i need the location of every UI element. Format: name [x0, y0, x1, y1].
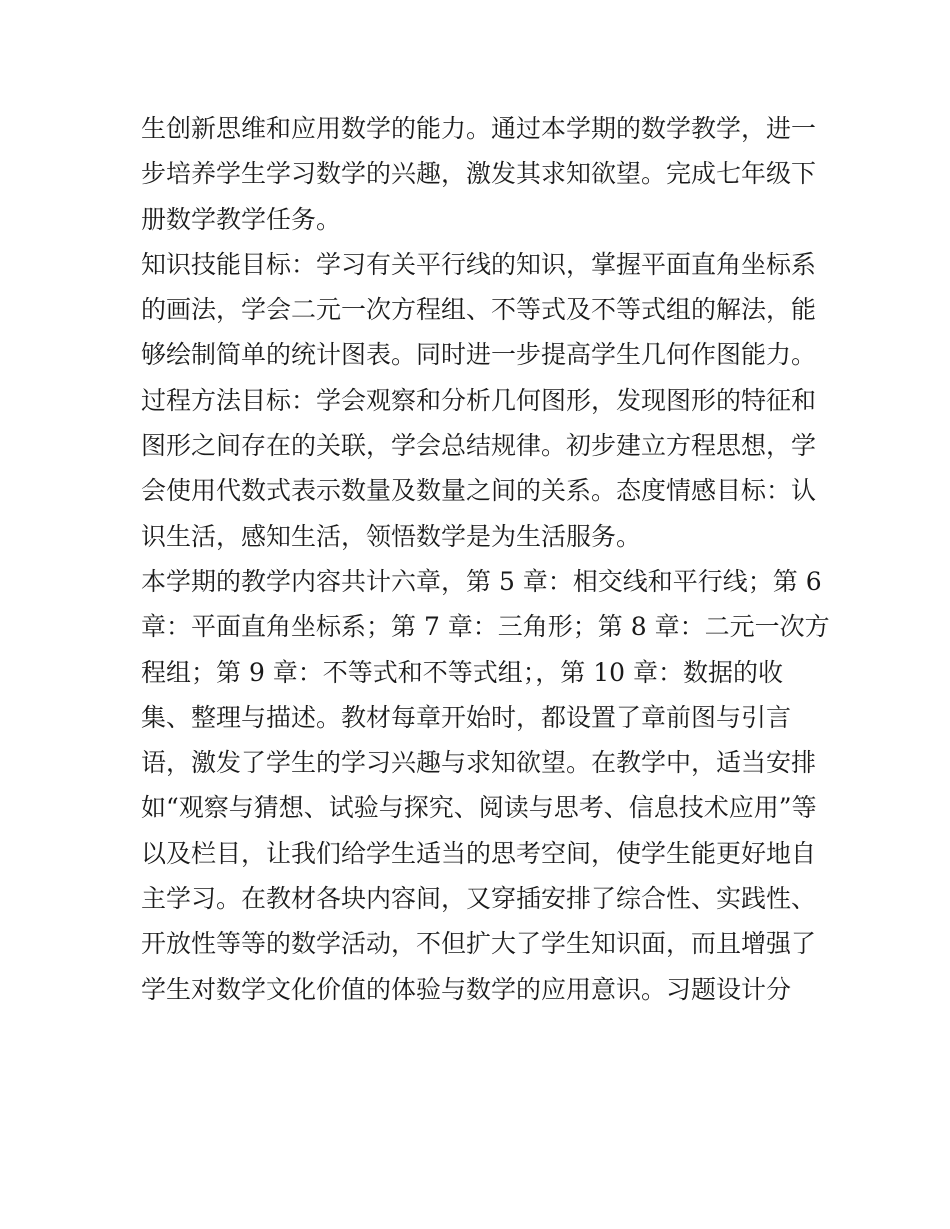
text-line: 程组；第 9 章：不等式和不等式组；，第 10 章：数据的收 [141, 657, 784, 687]
text-line: 章：平面直角坐标系；第 7 章：三角形；第 8 章：二元一次方 [141, 612, 830, 642]
text-line: 步培养学生学习数学的兴趣，激发其求知欲望。完成七年级下 [141, 159, 817, 189]
text-line: 以及栏目，让我们给学生适当的思考空间，使学生能更好地自 [141, 838, 817, 868]
text-line: 知识技能目标：学习有关平行线的知识，掌握平面直角坐标系 [141, 249, 817, 279]
text-line: 生创新思维和应用数学的能力。通过本学期的数学教学，进一 [141, 114, 817, 143]
text-line: 语，激发了学生的学习兴趣与求知欲望。在教学中，适当安排 [141, 748, 817, 778]
text-line: 集、整理与描述。教材每章开始时，都设置了章前图与引言 [141, 702, 792, 732]
text-line: 会使用代数式表示数量及数量之间的关系。态度情感目标：认 [141, 476, 817, 506]
body-text [141, 106, 830, 1012]
text-line: 过程方法目标：学会观察和分析几何图形，发现图形的特征和 [141, 385, 817, 415]
text-line: 够绘制简单的统计图表。同时进一步提高学生几何作图能力。 [141, 340, 817, 370]
text-line: 开放性等等的数学活动，不但扩大了学生知识面，而且增强了 [141, 929, 817, 959]
text-line: 如“观察与猜想、试验与探究、阅读与思考、信息技术应用”等 [141, 793, 817, 823]
text-line: 主学习。在教材各块内容间，又穿插安排了综合性、实践性、 [141, 884, 817, 914]
text-line: 学生对数学文化价值的体验与数学的应用意识。习题设计分 [141, 974, 792, 1004]
text-line: 本学期的教学内容共计六章，第 5 章：相交线和平行线；第 6 [141, 566, 822, 596]
text-line: 册数学教学任务。 [141, 204, 342, 234]
text-line: 图形之间存在的关联，学会总结规律。初步建立方程思想，学 [141, 431, 817, 461]
text-line: 的画法，学会二元一次方程组、不等式及不等式组的解法，能 [141, 295, 817, 325]
text-line: 识生活，感知生活，领悟数学是为生活服务。 [141, 521, 642, 551]
